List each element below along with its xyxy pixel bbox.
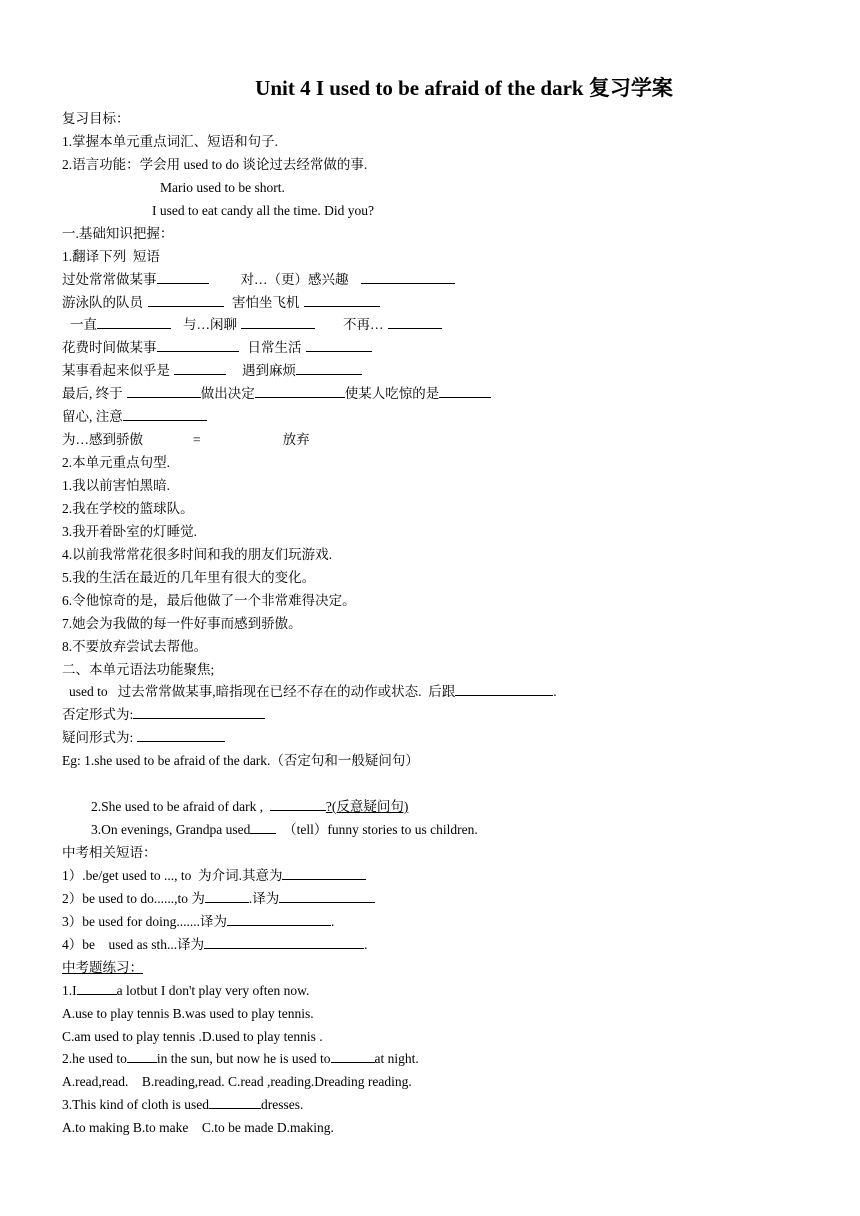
answer-blank[interactable] — [455, 681, 553, 696]
phrase-label: 使某人吃惊的是 — [344, 386, 440, 402]
phrase-row-5 — [62, 360, 842, 383]
answer-blank[interactable] — [270, 796, 326, 811]
answer-blank[interactable] — [137, 727, 225, 742]
sentence-item: 3.我开着卧室的灯睡觉. — [62, 523, 197, 539]
phrase-label: 日常生活 — [247, 340, 302, 356]
basics-heading: 一.基础知识把握： — [62, 225, 174, 241]
phrase-item-1 — [62, 865, 842, 888]
q3-text-tail: dresses. — [261, 1097, 304, 1113]
period: . — [330, 913, 335, 929]
phrase-item-text: 2）be used to do......,to 为 — [62, 890, 205, 906]
goal-1: 1.掌握本单元重点词汇、短语和句子. — [62, 133, 278, 149]
answer-blank[interactable] — [148, 292, 224, 307]
answer-blank[interactable] — [205, 888, 249, 903]
answer-blank[interactable] — [241, 314, 315, 329]
answer-blank[interactable] — [127, 1048, 157, 1063]
answer-blank[interactable] — [279, 888, 375, 903]
example-1: Eg: 1.she used to be afraid of the dark.（否定句和一般疑问句） — [62, 753, 419, 769]
answer-blank[interactable] — [209, 1094, 261, 1109]
q1-options-2: C.am used to play tennis .D.used to play tennis . — [62, 1028, 323, 1044]
negative-form — [62, 704, 842, 727]
q3-text: 3.This kind of cloth is used — [62, 1097, 209, 1113]
phrase-item-4 — [62, 934, 842, 957]
equals-sign: = — [193, 432, 201, 448]
sentence-item: 1.我以前害怕黑暗. — [62, 478, 170, 493]
answer-blank[interactable] — [331, 1048, 375, 1063]
phrase-row-2 — [62, 292, 842, 315]
phrase-item-text: 4）be used as sth...译为 — [62, 936, 205, 952]
answer-blank[interactable] — [174, 360, 226, 375]
sentence-item: 5.我的生活在最近的几年里有很大的变化。 — [62, 569, 316, 585]
exam-heading: 中考题练习： — [62, 959, 143, 975]
answer-blank[interactable] — [361, 269, 455, 284]
sentences-heading: 2.本单元重点句型. — [62, 455, 170, 471]
answer-blank[interactable] — [123, 406, 207, 421]
q2-text-mid: in the sun, but now he is used to — [156, 1051, 331, 1067]
phrase-label: 做出决定 — [200, 386, 255, 402]
example-2 — [62, 796, 842, 819]
sentence-item: 7.她会为我做的每一件好事而感到骄傲。 — [62, 615, 302, 631]
q2-options: A.read,read. B.reading,read. C.read ,reading.Dreading reading. — [62, 1074, 412, 1090]
phrase-item-text: 1）.be/get used to ..., to 为介词.其意为 — [62, 867, 283, 883]
phrase-row-6 — [62, 383, 842, 406]
phrase-label: 最后, 终于 — [62, 386, 123, 402]
answer-blank[interactable] — [227, 911, 331, 926]
example-3-text: 3.On evenings, Grandpa used — [91, 822, 251, 838]
q1-text-tail: a lotbut I don't play very often now. — [116, 982, 310, 998]
phrase-label: 为…感到骄傲 — [62, 432, 143, 448]
exam-q2 — [62, 1048, 842, 1071]
example-3-tail: （tell）funny stories to us children. — [276, 822, 478, 838]
answer-blank[interactable] — [306, 337, 372, 352]
translate-heading: 1.翻译下列 短语 — [62, 248, 160, 264]
answer-blank[interactable] — [304, 292, 380, 307]
answer-blank[interactable] — [255, 383, 345, 398]
phrases-heading: 中考相关短语： — [62, 845, 157, 860]
phrase-label: 对…（更）感兴趣 — [240, 271, 349, 287]
answer-blank[interactable] — [204, 934, 364, 949]
q1-text: 1.I — [62, 982, 77, 998]
answer-blank[interactable] — [250, 819, 276, 834]
phrase-label: 放弃 — [282, 432, 310, 448]
goal-example-1: Mario used to be short. — [160, 179, 285, 195]
period: . — [364, 936, 368, 952]
phrase-label: 害怕坐飞机 — [232, 294, 300, 310]
example-2-tag: ?(反意疑问句) — [325, 799, 409, 815]
phrase-label: 某事看起来似乎是 — [62, 363, 170, 379]
answer-blank[interactable] — [77, 980, 117, 995]
sentence-item: 2.我在学校的篮球队。 — [62, 500, 194, 516]
answer-blank[interactable] — [157, 337, 239, 352]
example-3 — [62, 819, 842, 842]
phrase-row-8 — [62, 429, 842, 452]
q2-text-tail: at night. — [374, 1051, 419, 1067]
phrase-label: 花费时间做某事 — [62, 340, 157, 356]
answer-blank[interactable] — [388, 314, 442, 329]
phrase-row-3 — [62, 314, 842, 337]
spacer-line — [62, 773, 842, 796]
answer-blank[interactable] — [133, 704, 265, 719]
question-form — [62, 727, 842, 750]
goal-example-2: I used to eat candy all the time. Did you? — [152, 202, 374, 218]
negative-label: 否定形式为: — [62, 707, 134, 723]
answer-blank[interactable] — [282, 865, 366, 880]
goals-heading: 复习目标： — [62, 111, 130, 126]
worksheet-body — [62, 108, 842, 1140]
answer-blank[interactable] — [439, 383, 491, 398]
phrase-label: 留心, 注意 — [62, 409, 123, 425]
phrase-item-3 — [62, 911, 842, 934]
sentence-item: 6.令他惊奇的是，最后他做了一个非常难得决定。 — [62, 592, 356, 608]
grammar-heading: 二、本单元语法功能聚焦; — [62, 661, 215, 677]
question-label: 疑问形式为: — [62, 730, 137, 746]
used-to-rule — [62, 681, 842, 704]
phrase-label: 不再… — [343, 317, 384, 333]
sentence-item: 4.以前我常常花很多时间和我的朋友们玩游戏. — [62, 546, 332, 562]
used-to-text: used to 过去常常做某事,暗指现在已经不存在的动作或状态. 后跟 — [69, 684, 456, 700]
q3-options: A.to making B.to make C.to be made D.making. — [62, 1120, 334, 1136]
phrase-label: 过处常常做某事 — [62, 271, 157, 287]
example-2-text: 2.She used to be afraid of dark , — [91, 799, 270, 815]
phrase-item-text: .译为 — [248, 890, 280, 906]
phrase-item-2 — [62, 888, 842, 911]
phrase-row-7 — [62, 406, 842, 429]
phrase-label: 与…闲聊 — [183, 317, 237, 333]
q2-text: 2.he used to — [62, 1051, 127, 1067]
phrase-label: 游泳队的队员 — [62, 294, 143, 310]
page-title: Unit 4 I used to be afraid of the dark 复习学案 — [255, 76, 673, 100]
period: . — [553, 684, 557, 700]
phrase-label: 遇到麻烦 — [242, 363, 296, 379]
phrase-row-4 — [62, 337, 842, 360]
sentence-item: 8.不要放弃尝试去帮他。 — [62, 638, 208, 654]
exam-q1 — [62, 980, 842, 1003]
goal-2: 2.语言功能：学会用 used to do 谈论过去经常做的事. — [62, 156, 368, 172]
exam-q3 — [62, 1094, 842, 1117]
answer-blank[interactable] — [157, 269, 209, 284]
answer-blank[interactable] — [296, 360, 362, 375]
answer-blank[interactable] — [97, 314, 171, 329]
phrase-row-1 — [62, 269, 842, 292]
phrase-label: 一直 — [70, 317, 97, 333]
phrase-item-text: 3）be used for doing.......译为 — [62, 913, 227, 929]
q1-options-1: A.use to play tennis B.was used to play tennis. — [62, 1005, 314, 1021]
answer-blank[interactable] — [127, 383, 201, 398]
